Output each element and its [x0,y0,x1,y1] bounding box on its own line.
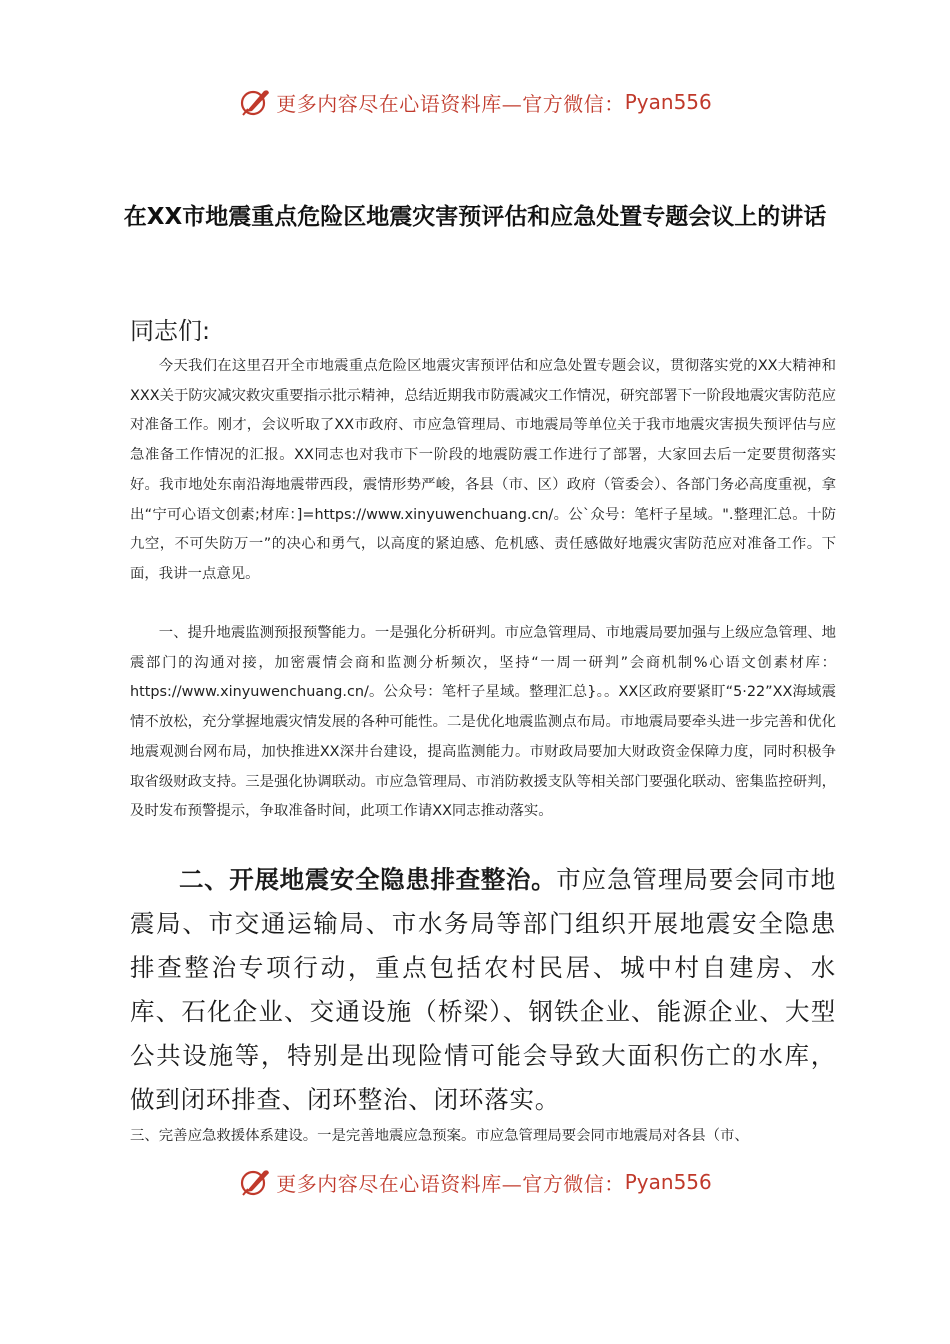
banner-text: 更多内容尽在心语资料库—官方微信： [276,1171,625,1196]
paragraph-section-1: 一、提升地震监测预报预警能力。一是强化分析研判。市应急管理局、市地震局要加强与上级应急管理、地震部门的沟通对接，加密震情会商和监测分析频次，坚持“一周一研判”会商机制%心语文创素材库：https://www.xinyuwenchuang.cn/。公众号：笔杆子星域。整理汇总}。。XX区政府要紧盯“5·22”XX海域震情不放松，充分掌握地震灾情发展的各种可能性。二是优化地震监测点布局。市地震局要牵头进一步完善和优化地震观测台网布局，加快推进XX深井台建设，提高监测能力。市财政局要加大财政资金保障力度，同时积极争取省级财政支持。三是强化协调联动。市应急管理局、市消防救援支队等相关部门要强化联动、密集监控研判，及时发布预警提示，争取准备时间，此项工作请XX同志推动落实。 [130,625,836,820]
document-title: 在XX市地震重点危险区地震灾害预评估和应急处置专题会议上的讲话 [123,204,827,230]
paragraph-intro: 今天我们在这里召开全市地震重点危险区地震灾害预评估和应急处置专题会议，贯彻落实党的XX大精神和XXX关于防灾减灾救灾重要指示批示精神，总结近期我市防震减灾工作情况，研究部署下一阶段地震灾害防范应对准备工作。刚才，会议听取了XX市政府、市应急管理局、市地震局等单位关于我市地震灾害损失预评估与应急准备工作情况的汇报。XX同志也对我市下一阶段的地震防震工作进行了部署，大家回去后一定要贯彻落实好。我市地处东南沿海地震带西段，震情形势严峻，各县（市、区）政府（管委会）、各部门务必高度重视，拿出“宁可心语文创素;材库：]=https://www.xinyuwenchuang.cn/。公`众号：笔杆子星域。".整理汇总。十防九空，不可失防万一”的决心和勇气，以高度的紧迫感、危机感、责任感做好地震灾害防范应对准备工作。下面，我讲一点意见。 [130,358,836,582]
section-2-body: 市应急管理局要会同市地震局、市交通运输局、市水务局等部门组织开展地震安全隐患排查整治专项行动，重点包括农村民居、城中村自建房、水库、石化企业、交通设施（桥梁）、钢铁企业、能源企业、大型公共设施等，特别是出现险情可能会导致大面积伤亡的水库，做到闭环排查、闭环整治、闭环落实。 [130,865,836,1114]
footer-watermark-banner [0,1162,950,1202]
paragraph-section-2 [130,858,836,1122]
section-2-heading: 二、开展地震安全隐患排查整治。 [179,865,557,894]
greeting: 同志们: [130,317,211,345]
quill-pen-logo-icon [238,1165,272,1199]
quill-pen-logo-icon [238,85,272,119]
paragraph-section-3: 三、完善应急救援体系建设。一是完善地震应急预案。市应急管理局要会同市地震局对各县（市、 [130,1128,749,1144]
banner-wechat-id: Pyan556 [624,1170,712,1194]
banner-text: 更多内容尽在心语资料库—官方微信： [276,91,625,116]
banner-wechat-id: Pyan556 [624,90,712,114]
header-watermark-banner [0,82,950,122]
